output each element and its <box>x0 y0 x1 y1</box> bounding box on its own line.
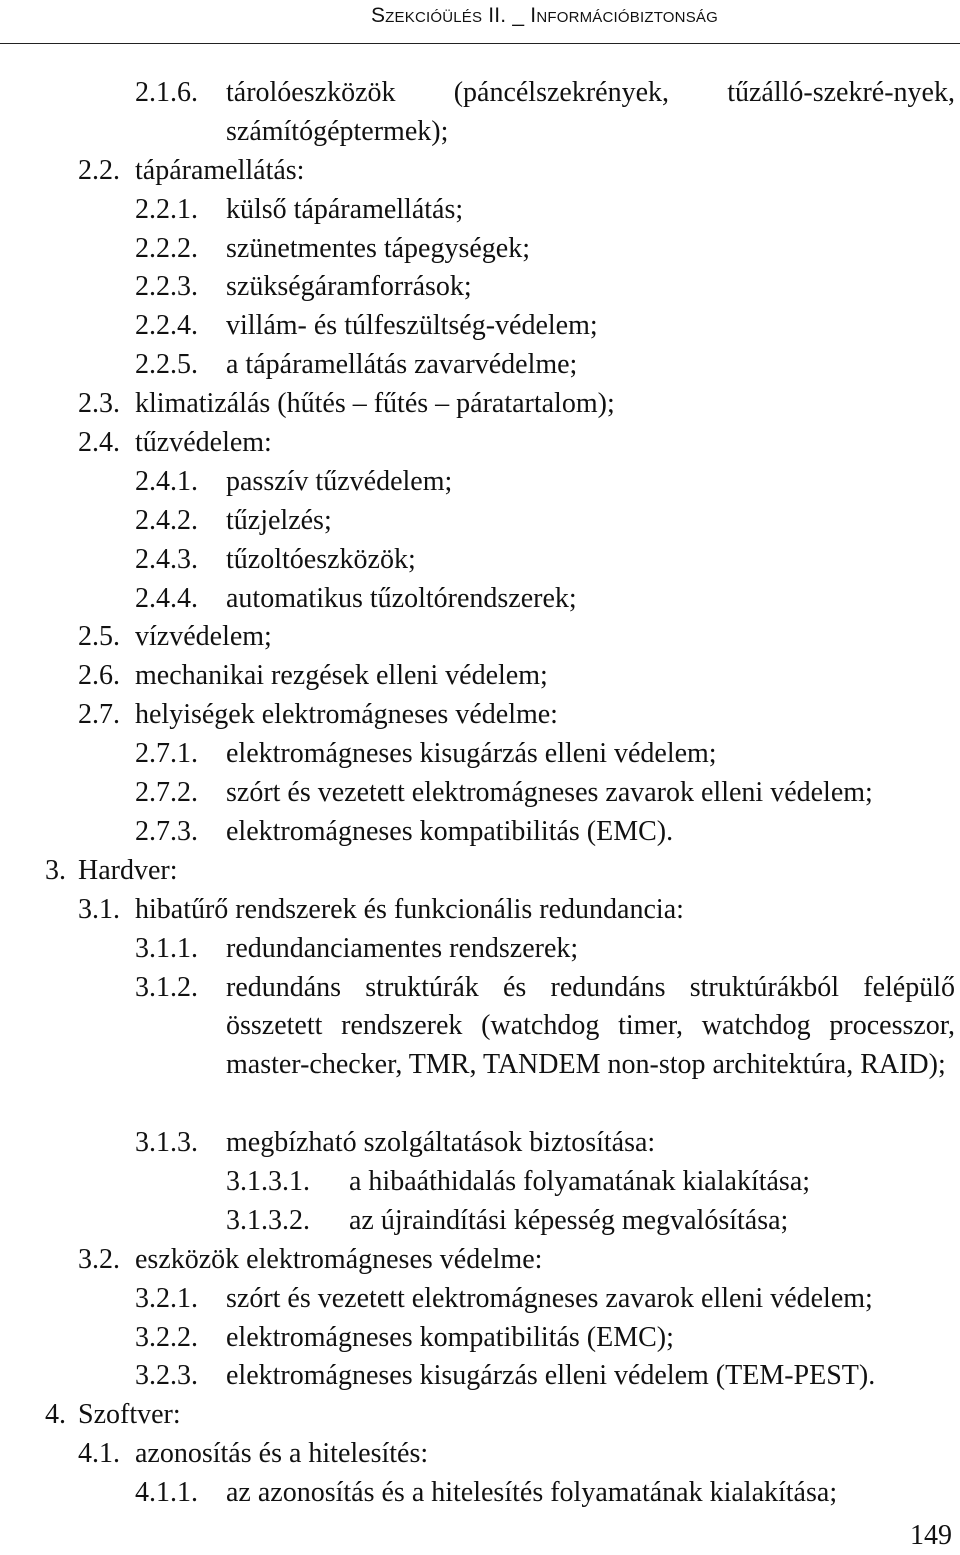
outline-item-number: 2.7.2. <box>135 777 198 809</box>
outline-item <box>0 424 960 463</box>
outline-item-number: 3. <box>45 854 66 886</box>
outline-item-number: 2.2.2. <box>135 232 198 264</box>
outline-item-number: 2.2.1. <box>135 193 198 225</box>
outline-item-text: azonosítás és a hitelesítés: <box>135 1438 429 1470</box>
outline-item-text: villám- és túlfeszültség-védelem; <box>226 310 598 342</box>
outline-item-number: 2.7.3. <box>135 815 198 847</box>
outline-item-text: eszközök elektromágneses védelme: <box>135 1243 543 1275</box>
outline-item <box>0 502 960 541</box>
outline-item <box>0 74 960 152</box>
outline-item-text: megbízható szolgáltatások biztosítása: <box>226 1127 656 1159</box>
document-outline <box>0 74 960 1513</box>
outline-item <box>0 891 960 930</box>
outline-item <box>0 307 960 346</box>
outline-item-number: 2.1.6. <box>135 77 198 108</box>
outline-item-number: 3.2. <box>78 1243 120 1275</box>
outline-item-number: 2.4. <box>78 427 120 459</box>
outline-item-text: elektromágneses kompatibilitás (EMC). <box>226 815 674 847</box>
outline-item-text: tárolóeszközök (páncélszekrények, tűzálló-szekré-nyek, számítógéptermek); <box>226 77 955 147</box>
page-number: 149 <box>910 1520 952 1551</box>
outline-item <box>0 580 960 619</box>
outline-item <box>0 152 960 191</box>
outline-item <box>0 1241 960 1280</box>
outline-item-number: 4.1. <box>78 1438 120 1470</box>
outline-item-text: szórt és vezetett elektromágneses zavarok elleni védelem; <box>226 777 873 809</box>
outline-item-number: 3.1. <box>78 893 120 925</box>
outline-item-text: szünetmentes tápegységek; <box>226 232 531 264</box>
outline-item-text: szórt és vezetett elektromágneses zavarok elleni védelem; <box>226 1282 873 1314</box>
outline-item-text: tápáramellátás: <box>135 154 305 186</box>
outline-item-number: 2.4.4. <box>135 582 198 614</box>
outline-item <box>0 1280 960 1319</box>
outline-item-number: 3.1.3.2. <box>226 1204 310 1236</box>
outline-item-text: tűzvédelem: <box>135 427 272 459</box>
outline-item-text: Hardver: <box>78 854 178 886</box>
outline-item-number: 2.2. <box>78 154 120 186</box>
outline-item <box>0 268 960 307</box>
outline-item <box>0 1396 960 1435</box>
outline-item <box>0 969 960 1125</box>
header-rule <box>0 43 960 44</box>
outline-item-text: elektromágneses kompatibilitás (EMC); <box>226 1321 674 1353</box>
outline-item <box>0 1319 960 1358</box>
outline-item-number: 2.2.4. <box>135 310 198 342</box>
outline-item <box>0 1202 960 1241</box>
outline-item-number: 2.4.1. <box>135 465 198 497</box>
outline-item-text: vízvédelem; <box>135 621 272 653</box>
outline-item-text: a hibaáthidalás folyamatának kialakítása; <box>349 1165 811 1197</box>
outline-item-number: 2.3. <box>78 388 120 420</box>
outline-item-text: szükségáramforrások; <box>226 271 472 303</box>
outline-item <box>0 230 960 269</box>
outline-item-text: tűzjelzés; <box>226 504 332 536</box>
outline-item <box>0 618 960 657</box>
outline-item-number: 2.6. <box>78 660 120 692</box>
outline-item-text: elektromágneses kisugárzás elleni védelem (TEM-PEST). <box>226 1360 876 1392</box>
outline-item-number: 3.1.3. <box>135 1127 198 1159</box>
outline-item <box>0 346 960 385</box>
outline-item-text: az újraindítási képesség megvalósítása; <box>349 1204 789 1236</box>
outline-item <box>0 735 960 774</box>
header-title: Szekcióülés II. _ Információbiztonság <box>370 4 718 27</box>
outline-item <box>0 813 960 852</box>
outline-item <box>0 657 960 696</box>
outline-item-text: helyiségek elektromágneses védelme: <box>135 699 558 731</box>
outline-item-number: 2.4.2. <box>135 504 198 536</box>
outline-item <box>0 852 960 891</box>
running-header <box>0 0 960 46</box>
outline-item <box>0 541 960 580</box>
outline-item-text: tűzoltóeszközök; <box>226 543 416 575</box>
outline-item-number: 2.4.3. <box>135 543 198 575</box>
outline-item <box>0 930 960 969</box>
outline-item-number: 2.5. <box>78 621 120 653</box>
outline-item-number: 3.2.1. <box>135 1282 198 1314</box>
outline-item-number: 2.2.3. <box>135 271 198 303</box>
outline-item <box>0 696 960 735</box>
outline-item-text: redundanciamentes rendszerek; <box>226 932 579 964</box>
outline-item <box>0 1474 960 1513</box>
outline-item-text: passzív tűzvédelem; <box>226 465 453 497</box>
outline-item-number: 2.7. <box>78 699 120 731</box>
outline-item <box>0 1357 960 1396</box>
outline-item-number: 3.1.2. <box>135 971 198 1003</box>
outline-item <box>0 1124 960 1163</box>
outline-item <box>0 1435 960 1474</box>
outline-item-number: 3.1.3.1. <box>226 1165 310 1197</box>
outline-item-number: 3.2.2. <box>135 1321 198 1353</box>
outline-item-number: 3.2.3. <box>135 1360 198 1392</box>
outline-item-number: 2.2.5. <box>135 349 198 381</box>
outline-item-text: hibatűrő rendszerek és funkcionális redundancia: <box>135 893 684 925</box>
outline-item <box>0 463 960 502</box>
outline-item-text: redundáns struktúrák és redundáns struktúrákból felépülő összetett rendszerek (watchdog timer, watchdog processzor, master-checker, TMR, TANDEM non-stop architektúra, RAID); <box>226 971 955 1081</box>
outline-item-number: 3.1.1. <box>135 932 198 964</box>
outline-item-text: a tápáramellátás zavarvédelme; <box>226 349 578 381</box>
outline-item-text: mechanikai rezgések elleni védelem; <box>135 660 548 692</box>
outline-item <box>0 774 960 813</box>
outline-item-text: Szoftver: <box>78 1399 181 1431</box>
outline-item-text: külső tápáramellátás; <box>226 193 464 225</box>
outline-item-number: 2.7.1. <box>135 738 198 770</box>
outline-item <box>0 191 960 230</box>
outline-item-text: klimatizálás (hűtés – fűtés – páratartalom); <box>135 388 615 420</box>
outline-item-text: elektromágneses kisugárzás elleni védelem; <box>226 738 717 770</box>
outline-item-text: automatikus tűzoltórendszerek; <box>226 582 577 614</box>
outline-item <box>0 1163 960 1202</box>
outline-item-number: 4.1.1. <box>135 1477 198 1509</box>
outline-item-number: 4. <box>45 1399 66 1431</box>
outline-item <box>0 385 960 424</box>
outline-item-text: az azonosítás és a hitelesítés folyamatának kialakítása; <box>226 1477 838 1509</box>
